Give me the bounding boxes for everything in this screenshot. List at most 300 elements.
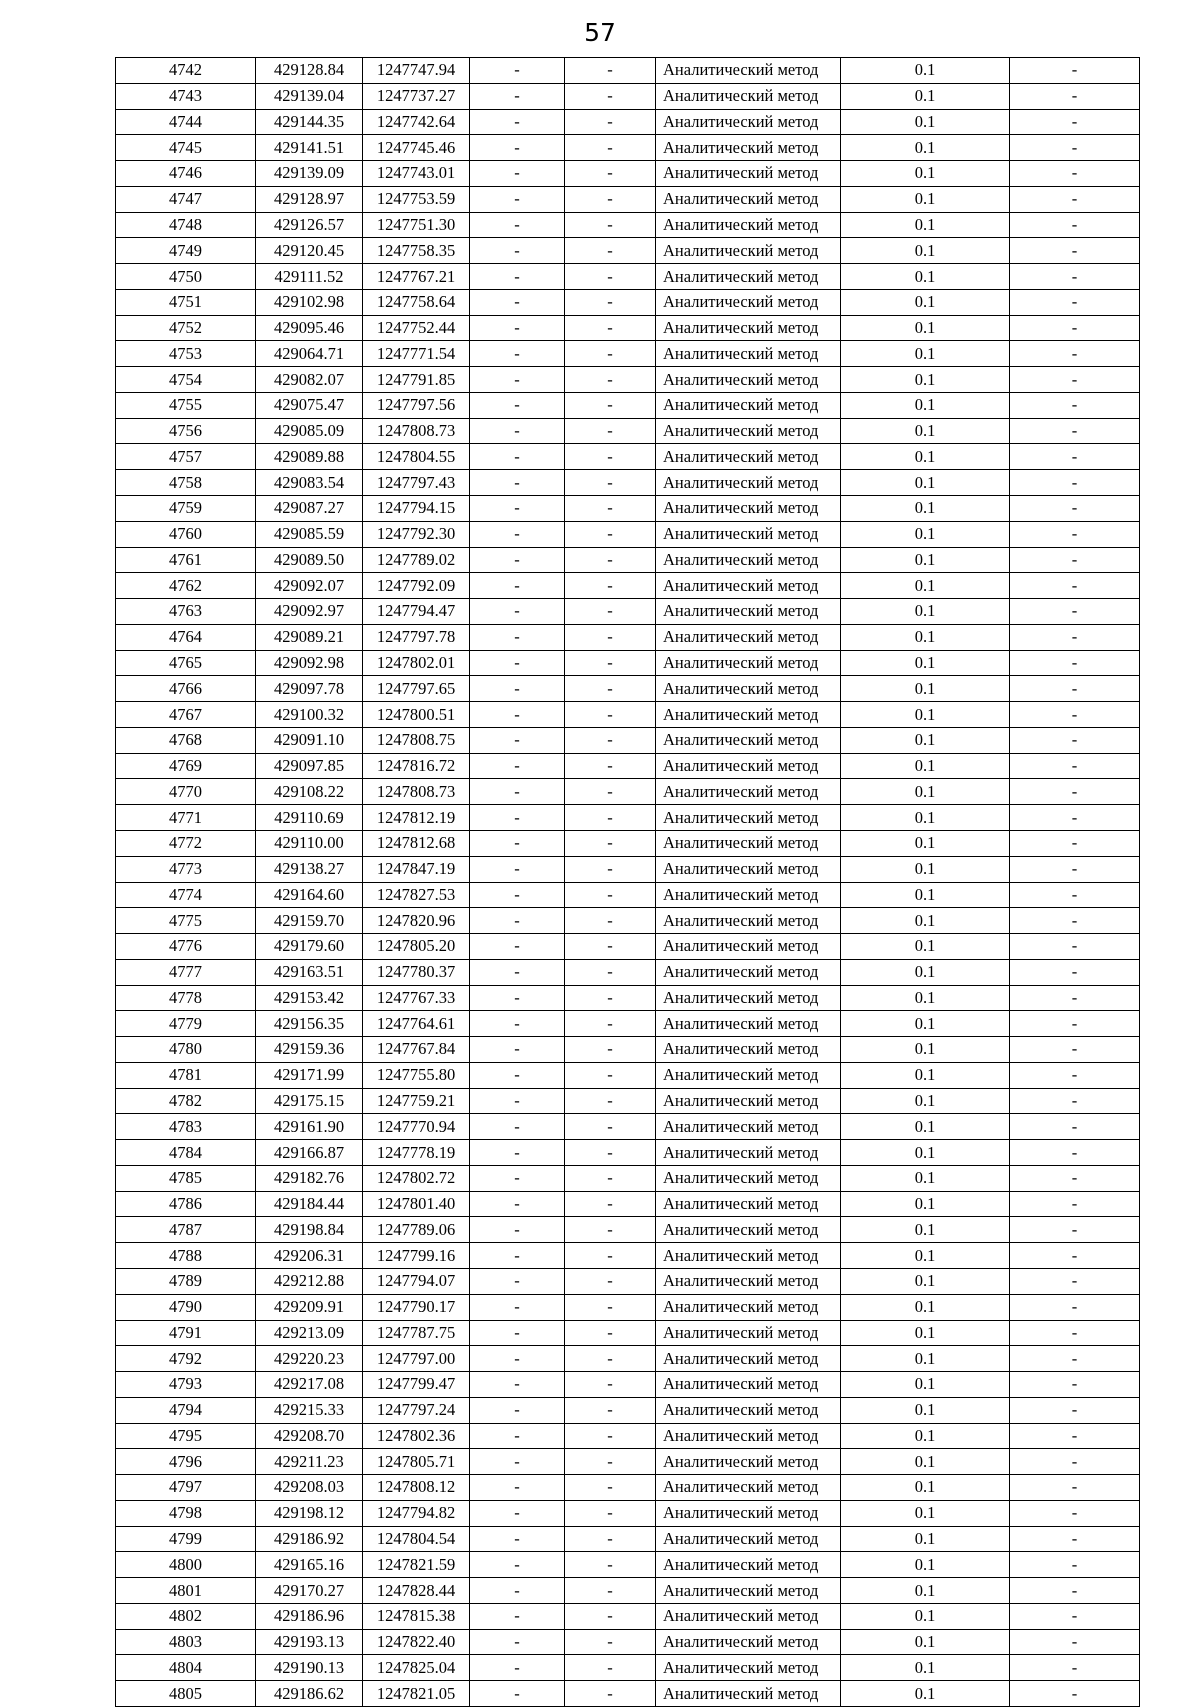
x-coordinate-cell: 429211.23 xyxy=(256,1449,363,1475)
x-coordinate-cell: 429217.08 xyxy=(256,1372,363,1398)
method-cell: Аналитический метод xyxy=(656,830,841,856)
empty-cell-1: - xyxy=(470,1243,565,1269)
x-coordinate-cell: 429110.69 xyxy=(256,805,363,831)
empty-cell-3: - xyxy=(1010,521,1140,547)
y-coordinate-cell: 1247742.64 xyxy=(363,109,470,135)
point-number-cell: 4765 xyxy=(116,650,256,676)
y-coordinate-cell: 1247821.59 xyxy=(363,1552,470,1578)
accuracy-cell: 0.1 xyxy=(841,1346,1010,1372)
empty-cell-2: - xyxy=(565,135,656,161)
table-row xyxy=(116,238,1140,264)
point-number-cell: 4751 xyxy=(116,289,256,315)
empty-cell-1: - xyxy=(470,264,565,290)
method-cell: Аналитический метод xyxy=(656,676,841,702)
method-cell: Аналитический метод xyxy=(656,1165,841,1191)
accuracy-cell: 0.1 xyxy=(841,1372,1010,1398)
y-coordinate-cell: 1247755.80 xyxy=(363,1062,470,1088)
empty-cell-2: - xyxy=(565,496,656,522)
method-cell: Аналитический метод xyxy=(656,1037,841,1063)
empty-cell-3: - xyxy=(1010,1062,1140,1088)
y-coordinate-cell: 1247767.84 xyxy=(363,1037,470,1063)
empty-cell-3: - xyxy=(1010,392,1140,418)
method-cell: Аналитический метод xyxy=(656,727,841,753)
empty-cell-3: - xyxy=(1010,1011,1140,1037)
method-cell: Аналитический метод xyxy=(656,1320,841,1346)
empty-cell-1: - xyxy=(470,1372,565,1398)
empty-cell-3: - xyxy=(1010,547,1140,573)
point-number-cell: 4787 xyxy=(116,1217,256,1243)
y-coordinate-cell: 1247767.21 xyxy=(363,264,470,290)
y-coordinate-cell: 1247737.27 xyxy=(363,83,470,109)
x-coordinate-cell: 429102.98 xyxy=(256,289,363,315)
method-cell: Аналитический метод xyxy=(656,1243,841,1269)
point-number-cell: 4778 xyxy=(116,985,256,1011)
empty-cell-1: - xyxy=(470,908,565,934)
empty-cell-1: - xyxy=(470,1449,565,1475)
point-number-cell: 4798 xyxy=(116,1500,256,1526)
y-coordinate-cell: 1247792.09 xyxy=(363,573,470,599)
empty-cell-1: - xyxy=(470,779,565,805)
y-coordinate-cell: 1247820.96 xyxy=(363,908,470,934)
point-number-cell: 4788 xyxy=(116,1243,256,1269)
point-number-cell: 4782 xyxy=(116,1088,256,1114)
empty-cell-2: - xyxy=(565,186,656,212)
point-number-cell: 4768 xyxy=(116,727,256,753)
empty-cell-3: - xyxy=(1010,1578,1140,1604)
table-row xyxy=(116,1629,1140,1655)
empty-cell-2: - xyxy=(565,1088,656,1114)
method-cell: Аналитический метод xyxy=(656,1449,841,1475)
accuracy-cell: 0.1 xyxy=(841,1165,1010,1191)
accuracy-cell: 0.1 xyxy=(841,934,1010,960)
point-number-cell: 4746 xyxy=(116,161,256,187)
empty-cell-3: - xyxy=(1010,161,1140,187)
empty-cell-1: - xyxy=(470,1062,565,1088)
method-cell: Аналитический метод xyxy=(656,985,841,1011)
empty-cell-2: - xyxy=(565,392,656,418)
empty-cell-3: - xyxy=(1010,830,1140,856)
y-coordinate-cell: 1247743.01 xyxy=(363,161,470,187)
table-row xyxy=(116,1397,1140,1423)
point-number-cell: 4779 xyxy=(116,1011,256,1037)
x-coordinate-cell: 429110.00 xyxy=(256,830,363,856)
empty-cell-1: - xyxy=(470,1552,565,1578)
method-cell: Аналитический метод xyxy=(656,573,841,599)
table-row xyxy=(116,341,1140,367)
x-coordinate-cell: 429064.71 xyxy=(256,341,363,367)
empty-cell-3: - xyxy=(1010,1552,1140,1578)
table-row xyxy=(116,161,1140,187)
table-row xyxy=(116,547,1140,573)
method-cell: Аналитический метод xyxy=(656,1294,841,1320)
table-row xyxy=(116,599,1140,625)
empty-cell-2: - xyxy=(565,624,656,650)
table-row xyxy=(116,1500,1140,1526)
empty-cell-2: - xyxy=(565,418,656,444)
y-coordinate-cell: 1247805.20 xyxy=(363,934,470,960)
method-cell: Аналитический метод xyxy=(656,1629,841,1655)
empty-cell-1: - xyxy=(470,1037,565,1063)
y-coordinate-cell: 1247827.53 xyxy=(363,882,470,908)
empty-cell-2: - xyxy=(565,1114,656,1140)
table-row xyxy=(116,392,1140,418)
empty-cell-3: - xyxy=(1010,1114,1140,1140)
empty-cell-1: - xyxy=(470,341,565,367)
point-number-cell: 4742 xyxy=(116,58,256,84)
x-coordinate-cell: 429083.54 xyxy=(256,470,363,496)
accuracy-cell: 0.1 xyxy=(841,186,1010,212)
method-cell: Аналитический метод xyxy=(656,289,841,315)
empty-cell-1: - xyxy=(470,934,565,960)
empty-cell-2: - xyxy=(565,1449,656,1475)
x-coordinate-cell: 429171.99 xyxy=(256,1062,363,1088)
point-number-cell: 4743 xyxy=(116,83,256,109)
table-row xyxy=(116,676,1140,702)
accuracy-cell: 0.1 xyxy=(841,341,1010,367)
accuracy-cell: 0.1 xyxy=(841,418,1010,444)
empty-cell-2: - xyxy=(565,1217,656,1243)
empty-cell-1: - xyxy=(470,830,565,856)
x-coordinate-cell: 429089.50 xyxy=(256,547,363,573)
empty-cell-2: - xyxy=(565,599,656,625)
empty-cell-1: - xyxy=(470,702,565,728)
empty-cell-2: - xyxy=(565,470,656,496)
x-coordinate-cell: 429097.78 xyxy=(256,676,363,702)
accuracy-cell: 0.1 xyxy=(841,135,1010,161)
table-row xyxy=(116,367,1140,393)
empty-cell-2: - xyxy=(565,1243,656,1269)
empty-cell-3: - xyxy=(1010,264,1140,290)
method-cell: Аналитический метод xyxy=(656,135,841,161)
x-coordinate-cell: 429144.35 xyxy=(256,109,363,135)
empty-cell-1: - xyxy=(470,1500,565,1526)
empty-cell-3: - xyxy=(1010,1294,1140,1320)
accuracy-cell: 0.1 xyxy=(841,367,1010,393)
x-coordinate-cell: 429092.07 xyxy=(256,573,363,599)
x-coordinate-cell: 429212.88 xyxy=(256,1268,363,1294)
x-coordinate-cell: 429198.12 xyxy=(256,1500,363,1526)
method-cell: Аналитический метод xyxy=(656,1062,841,1088)
y-coordinate-cell: 1247789.06 xyxy=(363,1217,470,1243)
table-row xyxy=(116,1603,1140,1629)
empty-cell-1: - xyxy=(470,1397,565,1423)
y-coordinate-cell: 1247812.19 xyxy=(363,805,470,831)
empty-cell-3: - xyxy=(1010,1629,1140,1655)
empty-cell-1: - xyxy=(470,1217,565,1243)
empty-cell-2: - xyxy=(565,109,656,135)
empty-cell-3: - xyxy=(1010,289,1140,315)
accuracy-cell: 0.1 xyxy=(841,1114,1010,1140)
empty-cell-3: - xyxy=(1010,1372,1140,1398)
y-coordinate-cell: 1247787.75 xyxy=(363,1320,470,1346)
empty-cell-1: - xyxy=(470,599,565,625)
empty-cell-1: - xyxy=(470,624,565,650)
y-coordinate-cell: 1247800.51 xyxy=(363,702,470,728)
table-row xyxy=(116,573,1140,599)
table-row xyxy=(116,1449,1140,1475)
empty-cell-2: - xyxy=(565,1320,656,1346)
empty-cell-3: - xyxy=(1010,1217,1140,1243)
point-number-cell: 4781 xyxy=(116,1062,256,1088)
empty-cell-1: - xyxy=(470,1603,565,1629)
method-cell: Аналитический метод xyxy=(656,779,841,805)
point-number-cell: 4792 xyxy=(116,1346,256,1372)
empty-cell-3: - xyxy=(1010,1655,1140,1681)
method-cell: Аналитический метод xyxy=(656,650,841,676)
x-coordinate-cell: 429179.60 xyxy=(256,934,363,960)
table-body xyxy=(116,58,1140,1707)
point-number-cell: 4758 xyxy=(116,470,256,496)
empty-cell-2: - xyxy=(565,1011,656,1037)
y-coordinate-cell: 1247799.16 xyxy=(363,1243,470,1269)
empty-cell-1: - xyxy=(470,959,565,985)
accuracy-cell: 0.1 xyxy=(841,727,1010,753)
empty-cell-3: - xyxy=(1010,238,1140,264)
accuracy-cell: 0.1 xyxy=(841,1320,1010,1346)
point-number-cell: 4756 xyxy=(116,418,256,444)
empty-cell-2: - xyxy=(565,985,656,1011)
x-coordinate-cell: 429091.10 xyxy=(256,727,363,753)
table-row xyxy=(116,186,1140,212)
empty-cell-1: - xyxy=(470,1578,565,1604)
empty-cell-3: - xyxy=(1010,444,1140,470)
y-coordinate-cell: 1247764.61 xyxy=(363,1011,470,1037)
empty-cell-3: - xyxy=(1010,676,1140,702)
y-coordinate-cell: 1247758.64 xyxy=(363,289,470,315)
table-row xyxy=(116,1140,1140,1166)
x-coordinate-cell: 429166.87 xyxy=(256,1140,363,1166)
table-row xyxy=(116,496,1140,522)
empty-cell-2: - xyxy=(565,934,656,960)
empty-cell-2: - xyxy=(565,650,656,676)
empty-cell-3: - xyxy=(1010,1681,1140,1707)
empty-cell-1: - xyxy=(470,496,565,522)
empty-cell-2: - xyxy=(565,1372,656,1398)
empty-cell-2: - xyxy=(565,1165,656,1191)
empty-cell-2: - xyxy=(565,1346,656,1372)
point-number-cell: 4776 xyxy=(116,934,256,960)
y-coordinate-cell: 1247790.17 xyxy=(363,1294,470,1320)
method-cell: Аналитический метод xyxy=(656,1191,841,1217)
x-coordinate-cell: 429186.96 xyxy=(256,1603,363,1629)
method-cell: Аналитический метод xyxy=(656,496,841,522)
method-cell: Аналитический метод xyxy=(656,702,841,728)
y-coordinate-cell: 1247797.56 xyxy=(363,392,470,418)
method-cell: Аналитический метод xyxy=(656,1268,841,1294)
empty-cell-1: - xyxy=(470,1423,565,1449)
empty-cell-3: - xyxy=(1010,1140,1140,1166)
table-row xyxy=(116,753,1140,779)
method-cell: Аналитический метод xyxy=(656,58,841,84)
empty-cell-3: - xyxy=(1010,573,1140,599)
accuracy-cell: 0.1 xyxy=(841,1475,1010,1501)
accuracy-cell: 0.1 xyxy=(841,392,1010,418)
empty-cell-3: - xyxy=(1010,1320,1140,1346)
accuracy-cell: 0.1 xyxy=(841,856,1010,882)
table-row xyxy=(116,908,1140,934)
empty-cell-1: - xyxy=(470,418,565,444)
table-row xyxy=(116,1191,1140,1217)
method-cell: Аналитический метод xyxy=(656,521,841,547)
y-coordinate-cell: 1247753.59 xyxy=(363,186,470,212)
table-row xyxy=(116,1552,1140,1578)
empty-cell-3: - xyxy=(1010,315,1140,341)
point-number-cell: 4784 xyxy=(116,1140,256,1166)
empty-cell-2: - xyxy=(565,1423,656,1449)
table-row xyxy=(116,1268,1140,1294)
empty-cell-3: - xyxy=(1010,1268,1140,1294)
x-coordinate-cell: 429186.92 xyxy=(256,1526,363,1552)
table-row xyxy=(116,470,1140,496)
point-number-cell: 4747 xyxy=(116,186,256,212)
point-number-cell: 4745 xyxy=(116,135,256,161)
y-coordinate-cell: 1247792.30 xyxy=(363,521,470,547)
empty-cell-2: - xyxy=(565,1629,656,1655)
point-number-cell: 4760 xyxy=(116,521,256,547)
empty-cell-2: - xyxy=(565,1294,656,1320)
table-row xyxy=(116,264,1140,290)
y-coordinate-cell: 1247797.65 xyxy=(363,676,470,702)
empty-cell-3: - xyxy=(1010,1037,1140,1063)
point-number-cell: 4754 xyxy=(116,367,256,393)
x-coordinate-cell: 429156.35 xyxy=(256,1011,363,1037)
x-coordinate-cell: 429208.70 xyxy=(256,1423,363,1449)
y-coordinate-cell: 1247802.36 xyxy=(363,1423,470,1449)
method-cell: Аналитический метод xyxy=(656,1526,841,1552)
point-number-cell: 4770 xyxy=(116,779,256,805)
table-row xyxy=(116,1655,1140,1681)
empty-cell-3: - xyxy=(1010,1165,1140,1191)
y-coordinate-cell: 1247771.54 xyxy=(363,341,470,367)
x-coordinate-cell: 429139.04 xyxy=(256,83,363,109)
method-cell: Аналитический метод xyxy=(656,264,841,290)
empty-cell-2: - xyxy=(565,1681,656,1707)
table-row xyxy=(116,1423,1140,1449)
x-coordinate-cell: 429159.70 xyxy=(256,908,363,934)
empty-cell-1: - xyxy=(470,212,565,238)
method-cell: Аналитический метод xyxy=(656,1397,841,1423)
y-coordinate-cell: 1247815.38 xyxy=(363,1603,470,1629)
x-coordinate-cell: 429128.97 xyxy=(256,186,363,212)
y-coordinate-cell: 1247808.73 xyxy=(363,418,470,444)
x-coordinate-cell: 429120.45 xyxy=(256,238,363,264)
x-coordinate-cell: 429163.51 xyxy=(256,959,363,985)
accuracy-cell: 0.1 xyxy=(841,109,1010,135)
empty-cell-1: - xyxy=(470,1475,565,1501)
method-cell: Аналитический метод xyxy=(656,444,841,470)
empty-cell-1: - xyxy=(470,58,565,84)
point-number-cell: 4805 xyxy=(116,1681,256,1707)
table-row xyxy=(116,934,1140,960)
table-row xyxy=(116,212,1140,238)
y-coordinate-cell: 1247794.15 xyxy=(363,496,470,522)
point-number-cell: 4749 xyxy=(116,238,256,264)
point-number-cell: 4797 xyxy=(116,1475,256,1501)
table-row xyxy=(116,1217,1140,1243)
accuracy-cell: 0.1 xyxy=(841,521,1010,547)
empty-cell-3: - xyxy=(1010,367,1140,393)
empty-cell-1: - xyxy=(470,676,565,702)
accuracy-cell: 0.1 xyxy=(841,599,1010,625)
y-coordinate-cell: 1247799.47 xyxy=(363,1372,470,1398)
table-row xyxy=(116,624,1140,650)
table-row xyxy=(116,702,1140,728)
y-coordinate-cell: 1247780.37 xyxy=(363,959,470,985)
x-coordinate-cell: 429097.85 xyxy=(256,753,363,779)
point-number-cell: 4803 xyxy=(116,1629,256,1655)
method-cell: Аналитический метод xyxy=(656,1578,841,1604)
empty-cell-1: - xyxy=(470,1191,565,1217)
accuracy-cell: 0.1 xyxy=(841,289,1010,315)
y-coordinate-cell: 1247758.35 xyxy=(363,238,470,264)
empty-cell-2: - xyxy=(565,753,656,779)
method-cell: Аналитический метод xyxy=(656,908,841,934)
table-row xyxy=(116,882,1140,908)
point-number-cell: 4773 xyxy=(116,856,256,882)
empty-cell-2: - xyxy=(565,830,656,856)
accuracy-cell: 0.1 xyxy=(841,702,1010,728)
accuracy-cell: 0.1 xyxy=(841,1062,1010,1088)
x-coordinate-cell: 429126.57 xyxy=(256,212,363,238)
y-coordinate-cell: 1247801.40 xyxy=(363,1191,470,1217)
table-row xyxy=(116,1114,1140,1140)
point-number-cell: 4767 xyxy=(116,702,256,728)
accuracy-cell: 0.1 xyxy=(841,1243,1010,1269)
table-row xyxy=(116,1578,1140,1604)
point-number-cell: 4775 xyxy=(116,908,256,934)
empty-cell-1: - xyxy=(470,727,565,753)
empty-cell-3: - xyxy=(1010,650,1140,676)
y-coordinate-cell: 1247808.75 xyxy=(363,727,470,753)
empty-cell-3: - xyxy=(1010,186,1140,212)
x-coordinate-cell: 429165.16 xyxy=(256,1552,363,1578)
empty-cell-1: - xyxy=(470,444,565,470)
empty-cell-3: - xyxy=(1010,1526,1140,1552)
x-coordinate-cell: 429213.09 xyxy=(256,1320,363,1346)
empty-cell-3: - xyxy=(1010,496,1140,522)
point-number-cell: 4757 xyxy=(116,444,256,470)
point-number-cell: 4789 xyxy=(116,1268,256,1294)
x-coordinate-cell: 429089.21 xyxy=(256,624,363,650)
method-cell: Аналитический метод xyxy=(656,341,841,367)
y-coordinate-cell: 1247794.47 xyxy=(363,599,470,625)
accuracy-cell: 0.1 xyxy=(841,624,1010,650)
empty-cell-1: - xyxy=(470,547,565,573)
table-row xyxy=(116,1372,1140,1398)
empty-cell-3: - xyxy=(1010,1603,1140,1629)
empty-cell-2: - xyxy=(565,1526,656,1552)
empty-cell-1: - xyxy=(470,1655,565,1681)
empty-cell-2: - xyxy=(565,547,656,573)
table-row xyxy=(116,135,1140,161)
empty-cell-1: - xyxy=(470,805,565,831)
empty-cell-2: - xyxy=(565,1268,656,1294)
empty-cell-3: - xyxy=(1010,1191,1140,1217)
empty-cell-2: - xyxy=(565,882,656,908)
y-coordinate-cell: 1247816.72 xyxy=(363,753,470,779)
point-number-cell: 4802 xyxy=(116,1603,256,1629)
y-coordinate-cell: 1247794.82 xyxy=(363,1500,470,1526)
method-cell: Аналитический метод xyxy=(656,547,841,573)
point-number-cell: 4771 xyxy=(116,805,256,831)
empty-cell-3: - xyxy=(1010,882,1140,908)
accuracy-cell: 0.1 xyxy=(841,315,1010,341)
empty-cell-1: - xyxy=(470,753,565,779)
point-number-cell: 4793 xyxy=(116,1372,256,1398)
method-cell: Аналитический метод xyxy=(656,753,841,779)
empty-cell-3: - xyxy=(1010,753,1140,779)
y-coordinate-cell: 1247825.04 xyxy=(363,1655,470,1681)
